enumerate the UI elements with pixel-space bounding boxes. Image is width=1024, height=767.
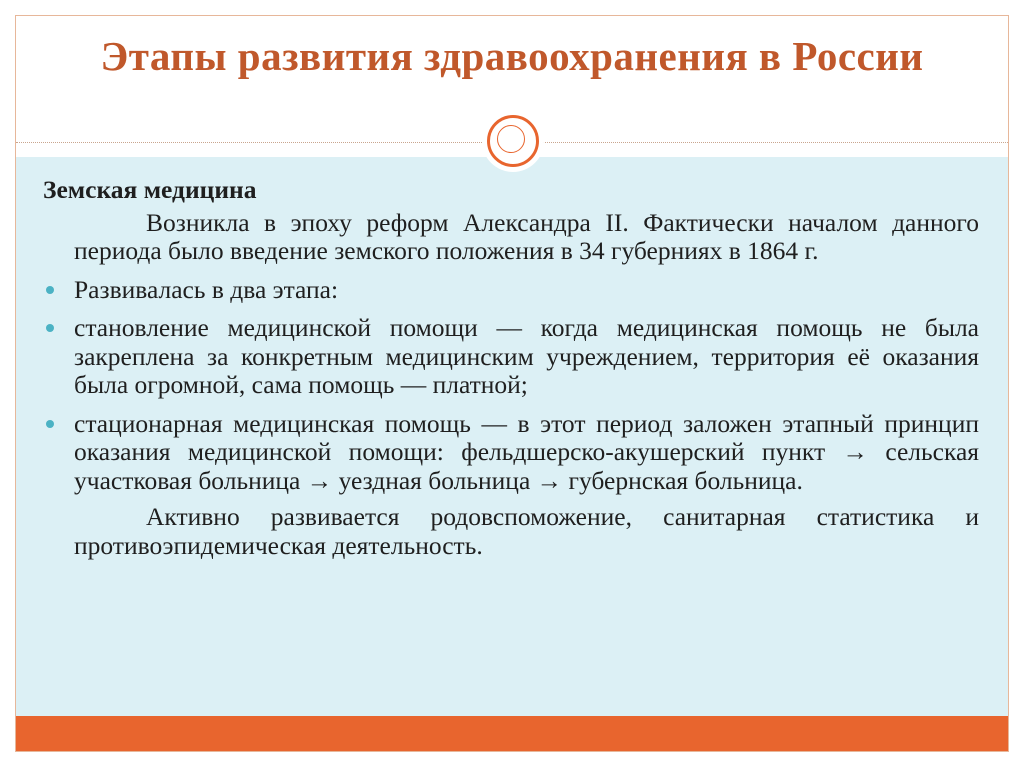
slide <box>15 15 1009 752</box>
bullet-icon <box>46 420 54 428</box>
footer-bar <box>16 716 1008 751</box>
bullet-text: Развивалась в два этапа: <box>74 274 339 304</box>
slide-body <box>43 176 979 560</box>
bullet-icon <box>46 286 54 294</box>
closing-paragraph: Активно развивается родовспоможение, санитарная статистика и противоэпидемическая деятельность. <box>74 502 979 560</box>
ring-ornament-inner-icon <box>497 125 525 153</box>
bullet-item <box>74 314 979 400</box>
bullet-text: стационарная медицинская помощь — в этот период заложен этапный принцип оказания медицинской помощи: фельдшерско-акушерский пункт → сельская участковая больница → уездная больница → губернская больница. <box>74 408 979 495</box>
bullet-item <box>74 410 979 496</box>
bullet-item <box>74 276 979 305</box>
bullet-icon <box>46 324 54 332</box>
bullet-text: становление медицинской помощи — когда медицинская помощь не была закреплена за конкретным медицинским учреждением, территория её оказания была огромной, сама помощь — платной; <box>74 313 979 399</box>
section-heading: Земская медицина <box>43 175 257 204</box>
slide-title: Этапы развития здравоохранения в России <box>100 33 924 79</box>
intro-paragraph: Возникла в эпоху реформ Александра II. Фактически началом данного периода было введение земского положения в 34 губерниях в 1864 г. <box>74 207 979 265</box>
